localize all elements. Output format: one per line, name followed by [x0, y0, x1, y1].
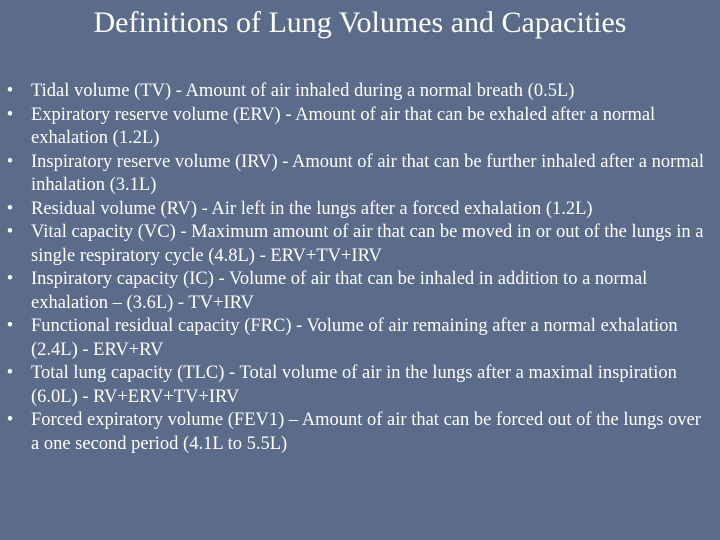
definition-list — [0, 80, 720, 456]
definition-text: Inspiratory capacity (IC) - Volume of air that can be inhaled in addition to a normal exhalation – (3.6L) - TV+IRV — [31, 269, 648, 313]
definition-text: Tidal volume (TV) - Amount of air inhaled during a normal breath (0.5L) — [31, 81, 575, 101]
list-item — [0, 80, 720, 104]
bullet-icon: • — [6, 363, 14, 383]
slide-title: Definitions of Lung Volumes and Capacities — [93, 6, 627, 39]
list-item — [0, 268, 720, 315]
definition-text: Vital capacity (VC) - Maximum amount of air that can be moved in or out of the lungs in a single respiratory cycle (4.8L) - ERV+TV+IRV — [31, 222, 704, 266]
list-item — [0, 151, 720, 198]
bullet-icon: • — [6, 222, 14, 242]
list-item — [0, 198, 720, 222]
list-item — [0, 315, 720, 362]
bullet-icon: • — [6, 269, 14, 289]
definition-text: Expiratory reserve volume (ERV) - Amount of air that can be exhaled after a normal exhalation (1.2L) — [31, 104, 656, 148]
definition-text: Residual volume (RV) - Air left in the lungs after a forced exhalation (1.2L) — [31, 198, 593, 219]
list-item — [0, 104, 720, 151]
definition-text: Total lung capacity (TLC) - Total volume of air in the lungs after a maximal inspiration (6.0L) - RV+ERV+TV+IRV — [31, 363, 677, 407]
list-item — [0, 409, 720, 456]
bullet-icon: • — [6, 316, 14, 336]
bullet-icon: • — [6, 81, 14, 101]
bullet-icon: • — [6, 198, 14, 219]
list-item — [0, 221, 720, 268]
bullet-icon: • — [6, 104, 14, 125]
definition-text: Forced expiratory volume (FEV1) – Amount of air that can be forced out of the lungs over a one second period (4.1L to 5.5L) — [31, 410, 701, 454]
definition-text: Inspiratory reserve volume (IRV) - Amount of air that can be further inhaled after a normal inhalation (3.1L) — [31, 151, 705, 195]
bullet-icon: • — [6, 410, 14, 430]
bullet-icon: • — [6, 151, 14, 172]
list-item — [0, 362, 720, 409]
definition-text: Functional residual capacity (FRC) - Volume of air remaining after a normal exhalation (2.4L) - ERV+RV — [31, 316, 678, 360]
